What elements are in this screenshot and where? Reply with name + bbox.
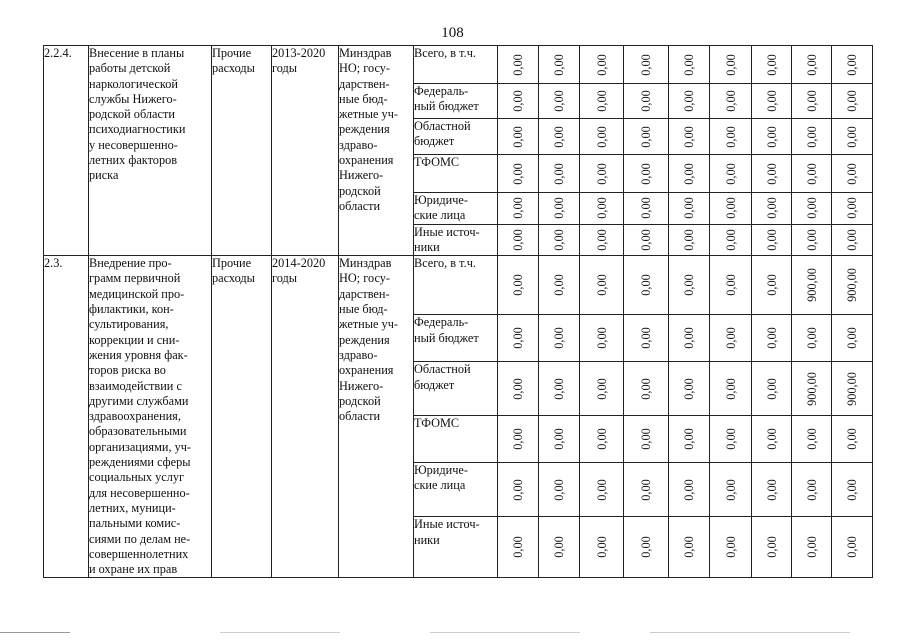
amount-value: 0,00 bbox=[552, 327, 566, 350]
amount-value: 0,00 bbox=[552, 162, 566, 185]
funding-source-cell bbox=[414, 193, 498, 225]
amount-value: 0,00 bbox=[594, 197, 609, 220]
amount-cell bbox=[669, 224, 710, 256]
amount-cell bbox=[539, 46, 580, 84]
amount-cell bbox=[624, 119, 669, 155]
amount-cell bbox=[580, 517, 624, 578]
implementation-period-cell bbox=[272, 256, 339, 578]
amount-cell bbox=[752, 362, 792, 416]
amount-cell bbox=[498, 256, 539, 315]
amount-cell bbox=[624, 46, 669, 84]
item-name: Внесение в планы работы детской наркологической службы Нижего- родской области психодиагностики у несовершенно- летних факторов риска bbox=[89, 46, 186, 183]
amount-value: 0,00 bbox=[723, 197, 738, 220]
amount-value: 0,00 bbox=[804, 53, 819, 76]
amount-cell bbox=[792, 46, 832, 84]
amount-cell bbox=[498, 362, 539, 416]
amount-cell bbox=[710, 193, 752, 225]
amount-value: 0,00 bbox=[723, 428, 738, 450]
amount-value: 0,00 bbox=[639, 274, 653, 297]
amount-value: 0,00 bbox=[723, 478, 738, 501]
amount-value: 0,00 bbox=[804, 162, 819, 185]
amount-cell bbox=[539, 155, 580, 193]
funding-source-label: ТФОМС bbox=[414, 155, 460, 169]
amount-value: 0,00 bbox=[511, 125, 525, 148]
amount-cell bbox=[710, 155, 752, 193]
funding-source-cell bbox=[414, 517, 498, 578]
amount-value: 0,00 bbox=[552, 428, 566, 450]
amount-value: 0,00 bbox=[639, 478, 653, 501]
amount-cell bbox=[539, 193, 580, 225]
item-name-cell bbox=[89, 46, 212, 256]
amount-cell bbox=[539, 517, 580, 578]
amount-cell bbox=[710, 46, 752, 84]
amount-value: 0,00 bbox=[511, 327, 525, 350]
amount-value: 900,00 bbox=[804, 268, 819, 303]
amount-value: 0,00 bbox=[682, 478, 696, 501]
amount-value: 0,00 bbox=[682, 197, 696, 220]
amount-value: 0,00 bbox=[639, 197, 653, 220]
amount-cell bbox=[710, 315, 752, 362]
item-name: Внедрение про- грамм первичной медицинской про- филактики, кон- сультирования, коррекции и сни- жения уровня фак- торов риска во взаимодействии с другими службами здравоохранения, образовательными организациями, уч- реждениями сферы социальных услуг для несовершенно- летних, муници- пальными комис- сиями по делам не- совершеннолетних и охране их прав bbox=[89, 256, 192, 577]
amount-cell bbox=[752, 256, 792, 315]
amount-cell bbox=[710, 84, 752, 119]
funding-source-cell bbox=[414, 362, 498, 416]
funding-source-label: ТФОМС bbox=[414, 416, 460, 431]
amount-value: 0,00 bbox=[594, 428, 609, 450]
amount-value: 0,00 bbox=[804, 197, 819, 220]
amount-cell bbox=[498, 119, 539, 155]
amount-cell bbox=[669, 315, 710, 362]
amount-cell bbox=[792, 224, 832, 256]
amount-cell bbox=[669, 84, 710, 119]
amount-value: 0,00 bbox=[552, 536, 566, 559]
amount-cell bbox=[498, 416, 539, 463]
amount-cell bbox=[752, 84, 792, 119]
amount-value: 0,00 bbox=[682, 90, 696, 112]
amount-value: 0,00 bbox=[764, 327, 779, 350]
amount-value: 900,00 bbox=[845, 268, 859, 303]
amount-value: 0,00 bbox=[682, 125, 696, 148]
amount-value: 0,00 bbox=[845, 229, 859, 251]
amount-value: 0,00 bbox=[723, 229, 738, 251]
amount-value: 0,00 bbox=[511, 53, 525, 76]
amount-cell bbox=[498, 224, 539, 256]
amount-value: 0,00 bbox=[594, 125, 609, 148]
executor-cell bbox=[339, 256, 414, 578]
implementation-period-cell bbox=[272, 46, 339, 256]
amount-value: 0,00 bbox=[723, 125, 738, 148]
amount-value: 0,00 bbox=[682, 428, 696, 450]
amount-cell bbox=[669, 155, 710, 193]
item-code: 2.3. bbox=[44, 256, 63, 271]
executor: Минздрав НО; госу- дарствен- ные бюд- жетные уч- реждения здраво- охранения Нижего- родской области bbox=[339, 46, 398, 213]
amount-value: 0,00 bbox=[639, 125, 653, 148]
amount-value: 0,00 bbox=[594, 536, 609, 559]
amount-cell bbox=[669, 517, 710, 578]
amount-value: 0,00 bbox=[845, 90, 859, 112]
amount-cell bbox=[580, 193, 624, 225]
amount-value: 0,00 bbox=[845, 197, 859, 220]
budget-table bbox=[43, 45, 873, 578]
amount-cell bbox=[752, 517, 792, 578]
amount-value: 0,00 bbox=[845, 125, 859, 148]
funding-source-label: Юридиче- ские лица bbox=[414, 463, 468, 493]
amount-cell bbox=[498, 84, 539, 119]
amount-cell bbox=[624, 155, 669, 193]
amount-value: 0,00 bbox=[639, 162, 653, 185]
amount-value: 0,00 bbox=[552, 125, 566, 148]
amount-cell bbox=[498, 155, 539, 193]
amount-cell bbox=[669, 46, 710, 84]
expense-type: Прочие расходы bbox=[212, 256, 255, 286]
funding-source-label: Всего, в т.ч. bbox=[414, 46, 476, 60]
amount-cell bbox=[580, 256, 624, 315]
amount-value: 0,00 bbox=[764, 229, 779, 251]
amount-cell bbox=[752, 119, 792, 155]
amount-value: 0,00 bbox=[804, 229, 819, 251]
funding-source-cell bbox=[414, 119, 498, 155]
item-code: 2.2.4. bbox=[44, 46, 72, 60]
funding-source-label: Иные источ- ники bbox=[414, 517, 480, 547]
amount-cell bbox=[792, 256, 832, 315]
amount-value: 0,00 bbox=[845, 428, 859, 450]
amount-value: 0,00 bbox=[764, 197, 779, 220]
funding-source-cell bbox=[414, 224, 498, 256]
amount-cell bbox=[832, 315, 873, 362]
amount-cell bbox=[669, 119, 710, 155]
amount-value: 0,00 bbox=[511, 229, 525, 251]
amount-cell bbox=[710, 416, 752, 463]
amount-value: 0,00 bbox=[682, 53, 696, 76]
amount-value: 0,00 bbox=[723, 53, 738, 76]
amount-value: 0,00 bbox=[764, 377, 779, 400]
amount-cell bbox=[669, 416, 710, 463]
funding-source-label: Федераль- ный бюджет bbox=[414, 84, 479, 114]
amount-value: 0,00 bbox=[723, 327, 738, 350]
amount-cell bbox=[752, 193, 792, 225]
amount-cell bbox=[498, 315, 539, 362]
amount-value: 0,00 bbox=[723, 274, 738, 297]
table-row bbox=[44, 46, 873, 84]
scan-artifact bbox=[650, 632, 850, 633]
amount-value: 900,00 bbox=[845, 371, 859, 406]
amount-value: 0,00 bbox=[639, 327, 653, 350]
amount-value: 0,00 bbox=[845, 53, 859, 76]
amount-cell bbox=[752, 224, 792, 256]
amount-cell bbox=[792, 84, 832, 119]
amount-value: 0,00 bbox=[594, 377, 609, 400]
amount-cell bbox=[832, 84, 873, 119]
table-row bbox=[44, 256, 873, 315]
amount-value: 0,00 bbox=[594, 274, 609, 297]
executor-cell bbox=[339, 46, 414, 256]
amount-cell bbox=[539, 463, 580, 517]
scan-artifact bbox=[430, 632, 580, 633]
amount-cell bbox=[832, 256, 873, 315]
amount-value: 0,00 bbox=[552, 274, 566, 297]
amount-value: 0,00 bbox=[639, 536, 653, 559]
amount-cell bbox=[498, 517, 539, 578]
amount-value: 0,00 bbox=[723, 377, 738, 400]
amount-cell bbox=[669, 463, 710, 517]
amount-cell bbox=[580, 224, 624, 256]
amount-cell bbox=[580, 155, 624, 193]
amount-cell bbox=[539, 362, 580, 416]
amount-cell bbox=[792, 315, 832, 362]
amount-cell bbox=[832, 362, 873, 416]
amount-cell bbox=[498, 46, 539, 84]
amount-cell bbox=[580, 315, 624, 362]
amount-cell bbox=[624, 224, 669, 256]
amount-cell bbox=[832, 119, 873, 155]
amount-value: 0,00 bbox=[804, 327, 819, 350]
amount-cell bbox=[792, 119, 832, 155]
amount-cell bbox=[752, 463, 792, 517]
funding-source-cell bbox=[414, 256, 498, 315]
amount-cell bbox=[580, 46, 624, 84]
amount-cell bbox=[498, 193, 539, 225]
amount-value: 0,00 bbox=[845, 536, 859, 559]
amount-cell bbox=[832, 193, 873, 225]
amount-value: 0,00 bbox=[764, 536, 779, 559]
amount-value: 0,00 bbox=[552, 478, 566, 501]
amount-value: 0,00 bbox=[764, 428, 779, 450]
amount-cell bbox=[792, 463, 832, 517]
funding-source-cell bbox=[414, 155, 498, 193]
amount-value: 0,00 bbox=[845, 327, 859, 350]
amount-value: 0,00 bbox=[764, 274, 779, 297]
amount-cell bbox=[624, 416, 669, 463]
amount-value: 0,00 bbox=[594, 162, 609, 185]
amount-value: 0,00 bbox=[511, 197, 525, 220]
amount-cell bbox=[580, 416, 624, 463]
amount-cell bbox=[624, 193, 669, 225]
amount-value: 0,00 bbox=[639, 53, 653, 76]
amount-cell bbox=[580, 463, 624, 517]
scan-artifact bbox=[220, 632, 340, 633]
amount-cell bbox=[792, 517, 832, 578]
amount-cell bbox=[832, 224, 873, 256]
amount-value: 0,00 bbox=[723, 90, 738, 112]
amount-value: 0,00 bbox=[682, 536, 696, 559]
amount-cell bbox=[498, 463, 539, 517]
item-code-cell bbox=[44, 256, 89, 578]
funding-source-label: Областной бюджет bbox=[414, 119, 471, 149]
amount-cell bbox=[539, 315, 580, 362]
amount-value: 0,00 bbox=[639, 229, 653, 251]
amount-cell bbox=[792, 362, 832, 416]
funding-source-cell bbox=[414, 416, 498, 463]
scan-artifact bbox=[0, 632, 70, 633]
amount-cell bbox=[539, 119, 580, 155]
amount-cell bbox=[832, 463, 873, 517]
amount-value: 0,00 bbox=[804, 478, 819, 501]
amount-value: 0,00 bbox=[764, 125, 779, 148]
funding-source-cell bbox=[414, 463, 498, 517]
table-body bbox=[44, 46, 873, 578]
funding-source-label: Федераль- ный бюджет bbox=[414, 315, 479, 345]
amount-value: 0,00 bbox=[511, 274, 525, 297]
amount-cell bbox=[710, 119, 752, 155]
amount-value: 0,00 bbox=[594, 327, 609, 350]
amount-cell bbox=[752, 155, 792, 193]
amount-value: 0,00 bbox=[639, 90, 653, 112]
amount-cell bbox=[624, 315, 669, 362]
funding-source-label: Областной бюджет bbox=[414, 362, 471, 392]
amount-value: 0,00 bbox=[804, 428, 819, 450]
amount-cell bbox=[832, 416, 873, 463]
amount-cell bbox=[539, 256, 580, 315]
funding-source-label: Всего, в т.ч. bbox=[414, 256, 476, 271]
item-code-cell bbox=[44, 46, 89, 256]
amount-value: 0,00 bbox=[552, 53, 566, 76]
amount-cell bbox=[832, 517, 873, 578]
amount-value: 0,00 bbox=[723, 536, 738, 559]
amount-value: 0,00 bbox=[764, 90, 779, 112]
amount-value: 0,00 bbox=[594, 229, 609, 251]
amount-value: 0,00 bbox=[594, 90, 609, 112]
amount-value: 0,00 bbox=[594, 478, 609, 501]
amount-cell bbox=[710, 463, 752, 517]
amount-cell bbox=[624, 463, 669, 517]
amount-cell bbox=[580, 84, 624, 119]
amount-cell bbox=[752, 46, 792, 84]
page-number: 108 bbox=[441, 25, 464, 41]
amount-cell bbox=[792, 416, 832, 463]
amount-cell bbox=[580, 362, 624, 416]
amount-value: 0,00 bbox=[764, 478, 779, 501]
amount-value: 0,00 bbox=[804, 125, 819, 148]
amount-value: 0,00 bbox=[804, 536, 819, 559]
amount-value: 0,00 bbox=[511, 377, 525, 400]
funding-source-cell bbox=[414, 84, 498, 119]
amount-cell bbox=[752, 315, 792, 362]
amount-value: 0,00 bbox=[552, 90, 566, 112]
amount-value: 0,00 bbox=[682, 274, 696, 297]
amount-cell bbox=[792, 155, 832, 193]
amount-value: 0,00 bbox=[511, 428, 525, 450]
amount-value: 0,00 bbox=[594, 53, 609, 76]
expense-type-cell bbox=[212, 46, 272, 256]
amount-value: 0,00 bbox=[511, 162, 525, 185]
amount-cell bbox=[580, 119, 624, 155]
amount-cell bbox=[710, 362, 752, 416]
amount-value: 0,00 bbox=[682, 377, 696, 400]
amount-cell bbox=[710, 256, 752, 315]
amount-cell bbox=[539, 416, 580, 463]
amount-value: 0,00 bbox=[511, 90, 525, 112]
implementation-period: 2013-2020 годы bbox=[272, 46, 326, 76]
amount-value: 0,00 bbox=[511, 536, 525, 559]
amount-value: 0,00 bbox=[764, 162, 779, 185]
funding-source-cell bbox=[414, 315, 498, 362]
funding-source-label: Юридиче- ские лица bbox=[414, 193, 468, 223]
amount-cell bbox=[669, 193, 710, 225]
amount-value: 0,00 bbox=[639, 428, 653, 450]
amount-value: 0,00 bbox=[764, 53, 779, 76]
amount-value: 0,00 bbox=[682, 229, 696, 251]
expense-type: Прочие расходы bbox=[212, 46, 255, 76]
amount-value: 0,00 bbox=[845, 478, 859, 501]
amount-cell bbox=[710, 517, 752, 578]
amount-cell bbox=[539, 84, 580, 119]
amount-cell bbox=[832, 46, 873, 84]
amount-value: 0,00 bbox=[845, 162, 859, 185]
amount-cell bbox=[624, 256, 669, 315]
executor: Минздрав НО; госу- дарствен- ные бюд- жетные уч- реждения здраво- охранения Нижего- родской области bbox=[339, 256, 398, 424]
expense-type-cell bbox=[212, 256, 272, 578]
amount-value: 0,00 bbox=[804, 90, 819, 112]
amount-value: 0,00 bbox=[552, 197, 566, 220]
amount-value: 0,00 bbox=[552, 229, 566, 251]
amount-cell bbox=[624, 362, 669, 416]
amount-cell bbox=[710, 224, 752, 256]
funding-source-cell bbox=[414, 46, 498, 84]
amount-cell bbox=[624, 517, 669, 578]
amount-value: 0,00 bbox=[723, 162, 738, 185]
amount-cell bbox=[752, 416, 792, 463]
implementation-period: 2014-2020 годы bbox=[272, 256, 326, 286]
item-name-cell bbox=[89, 256, 212, 578]
funding-source-label: Иные источ- ники bbox=[414, 224, 480, 254]
amount-cell bbox=[792, 193, 832, 225]
amount-value: 0,00 bbox=[682, 327, 696, 350]
amount-value: 0,00 bbox=[511, 478, 525, 501]
amount-value: 0,00 bbox=[552, 377, 566, 400]
amount-cell bbox=[669, 256, 710, 315]
amount-cell bbox=[539, 224, 580, 256]
amount-value: 0,00 bbox=[682, 162, 696, 185]
amount-cell bbox=[832, 155, 873, 193]
amount-value: 0,00 bbox=[639, 377, 653, 400]
amount-value: 900,00 bbox=[804, 371, 819, 406]
amount-cell bbox=[669, 362, 710, 416]
amount-cell bbox=[624, 84, 669, 119]
